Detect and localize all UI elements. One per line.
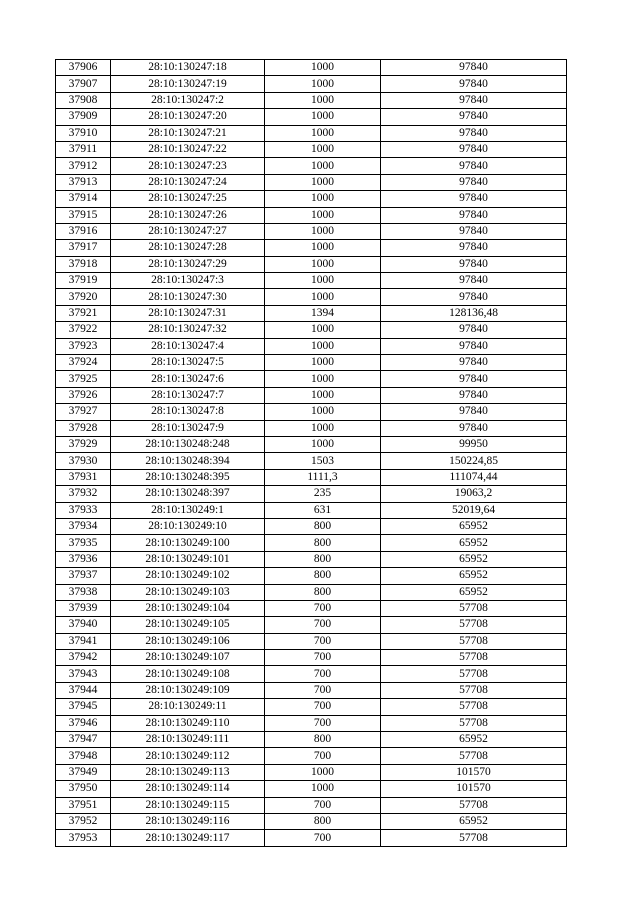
table-row <box>56 682 567 698</box>
value-cell: 57708 <box>381 715 567 731</box>
area-cell: 800 <box>265 551 381 567</box>
cadastral-number-cell: 28:10:130249:116 <box>111 813 265 829</box>
table-row <box>56 748 567 764</box>
table-row <box>56 141 567 157</box>
table-row <box>56 732 567 748</box>
value-cell: 97840 <box>381 76 567 92</box>
value-cell: 97840 <box>381 289 567 305</box>
area-cell: 1000 <box>265 240 381 256</box>
cadastral-number-cell: 28:10:130249:100 <box>111 535 265 551</box>
area-cell: 1000 <box>265 158 381 174</box>
row-number-cell: 37939 <box>56 600 111 616</box>
cadastral-number-cell: 28:10:130247:21 <box>111 125 265 141</box>
table-row <box>56 125 567 141</box>
value-cell: 111074,44 <box>381 469 567 485</box>
row-number-cell: 37927 <box>56 404 111 420</box>
table-row <box>56 305 567 321</box>
table-row <box>56 240 567 256</box>
cadastral-number-cell: 28:10:130249:105 <box>111 617 265 633</box>
area-cell: 1503 <box>265 453 381 469</box>
area-cell: 700 <box>265 633 381 649</box>
cadastral-number-cell: 28:10:130249:10 <box>111 518 265 534</box>
cadastral-number-cell: 28:10:130249:101 <box>111 551 265 567</box>
area-cell: 1000 <box>265 223 381 239</box>
row-number-cell: 37926 <box>56 387 111 403</box>
table-row <box>56 273 567 289</box>
area-cell: 1000 <box>265 141 381 157</box>
cadastral-number-cell: 28:10:130249:114 <box>111 781 265 797</box>
area-cell: 1111,3 <box>265 469 381 485</box>
area-cell: 1000 <box>265 355 381 371</box>
table-row <box>56 600 567 616</box>
cadastral-number-cell: 28:10:130249:117 <box>111 830 265 846</box>
table-row <box>56 436 567 452</box>
row-number-cell: 37941 <box>56 633 111 649</box>
cadastral-number-cell: 28:10:130247:2 <box>111 92 265 108</box>
table-row <box>56 486 567 502</box>
area-cell: 1000 <box>265 207 381 223</box>
table-row <box>56 174 567 190</box>
table-row <box>56 76 567 92</box>
table-row <box>56 568 567 584</box>
row-number-cell: 37919 <box>56 273 111 289</box>
table-row <box>56 420 567 436</box>
area-cell: 1000 <box>265 289 381 305</box>
value-cell: 97840 <box>381 60 567 76</box>
cadastral-number-cell: 28:10:130249:112 <box>111 748 265 764</box>
value-cell: 97840 <box>381 387 567 403</box>
cadastral-number-cell: 28:10:130249:115 <box>111 797 265 813</box>
table-row <box>56 207 567 223</box>
cadastral-number-cell: 28:10:130249:108 <box>111 666 265 682</box>
area-cell: 800 <box>265 732 381 748</box>
value-cell: 57708 <box>381 666 567 682</box>
row-number-cell: 37951 <box>56 797 111 813</box>
table-row <box>56 404 567 420</box>
cadastral-number-cell: 28:10:130249:1 <box>111 502 265 518</box>
value-cell: 99950 <box>381 436 567 452</box>
row-number-cell: 37918 <box>56 256 111 272</box>
cadastral-number-cell: 28:10:130247:25 <box>111 191 265 207</box>
row-number-cell: 37911 <box>56 141 111 157</box>
cadastral-number-cell: 28:10:130247:19 <box>111 76 265 92</box>
row-number-cell: 37923 <box>56 338 111 354</box>
value-cell: 57708 <box>381 682 567 698</box>
row-number-cell: 37916 <box>56 223 111 239</box>
value-cell: 57708 <box>381 830 567 846</box>
cadastral-number-cell: 28:10:130247:8 <box>111 404 265 420</box>
value-cell: 65952 <box>381 535 567 551</box>
value-cell: 97840 <box>381 223 567 239</box>
cadastral-number-cell: 28:10:130247:4 <box>111 338 265 354</box>
area-cell: 631 <box>265 502 381 518</box>
cadastral-number-cell: 28:10:130247:20 <box>111 109 265 125</box>
area-cell: 235 <box>265 486 381 502</box>
table-row <box>56 387 567 403</box>
row-number-cell: 37940 <box>56 617 111 633</box>
cadastral-number-cell: 28:10:130249:104 <box>111 600 265 616</box>
row-number-cell: 37947 <box>56 732 111 748</box>
area-cell: 1000 <box>265 60 381 76</box>
value-cell: 97840 <box>381 240 567 256</box>
row-number-cell: 37942 <box>56 650 111 666</box>
area-cell: 800 <box>265 568 381 584</box>
table-row <box>56 469 567 485</box>
area-cell: 700 <box>265 797 381 813</box>
value-cell: 65952 <box>381 568 567 584</box>
table-row <box>56 92 567 108</box>
cadastral-number-cell: 28:10:130249:11 <box>111 699 265 715</box>
row-number-cell: 37929 <box>56 436 111 452</box>
cadastral-number-cell: 28:10:130247:23 <box>111 158 265 174</box>
area-cell: 1000 <box>265 256 381 272</box>
value-cell: 65952 <box>381 813 567 829</box>
table-row <box>56 699 567 715</box>
row-number-cell: 37930 <box>56 453 111 469</box>
cadastral-number-cell: 28:10:130247:29 <box>111 256 265 272</box>
table-row <box>56 109 567 125</box>
row-number-cell: 37937 <box>56 568 111 584</box>
row-number-cell: 37938 <box>56 584 111 600</box>
row-number-cell: 37912 <box>56 158 111 174</box>
row-number-cell: 37921 <box>56 305 111 321</box>
area-cell: 1000 <box>265 387 381 403</box>
area-cell: 1000 <box>265 420 381 436</box>
value-cell: 52019,64 <box>381 502 567 518</box>
table-row <box>56 666 567 682</box>
row-number-cell: 37933 <box>56 502 111 518</box>
table-row <box>56 223 567 239</box>
area-cell: 1000 <box>265 109 381 125</box>
value-cell: 97840 <box>381 92 567 108</box>
cadastral-number-cell: 28:10:130247:28 <box>111 240 265 256</box>
row-number-cell: 37931 <box>56 469 111 485</box>
table-row <box>56 502 567 518</box>
cadastral-number-cell: 28:10:130247:7 <box>111 387 265 403</box>
value-cell: 57708 <box>381 650 567 666</box>
cadastral-number-cell: 28:10:130249:111 <box>111 732 265 748</box>
row-number-cell: 37948 <box>56 748 111 764</box>
value-cell: 97840 <box>381 338 567 354</box>
area-cell: 1000 <box>265 404 381 420</box>
table-row <box>56 518 567 534</box>
value-cell: 19063,2 <box>381 486 567 502</box>
area-cell: 1394 <box>265 305 381 321</box>
row-number-cell: 37953 <box>56 830 111 846</box>
area-cell: 1000 <box>265 92 381 108</box>
value-cell: 101570 <box>381 764 567 780</box>
value-cell: 97840 <box>381 420 567 436</box>
row-number-cell: 37952 <box>56 813 111 829</box>
table-row <box>56 617 567 633</box>
value-cell: 97840 <box>381 371 567 387</box>
cadastral-number-cell: 28:10:130249:106 <box>111 633 265 649</box>
value-cell: 97840 <box>381 125 567 141</box>
cadastral-number-cell: 28:10:130247:30 <box>111 289 265 305</box>
row-number-cell: 37943 <box>56 666 111 682</box>
value-cell: 101570 <box>381 781 567 797</box>
row-number-cell: 37935 <box>56 535 111 551</box>
value-cell: 65952 <box>381 584 567 600</box>
area-cell: 800 <box>265 518 381 534</box>
row-number-cell: 37949 <box>56 764 111 780</box>
cadastral-number-cell: 28:10:130247:6 <box>111 371 265 387</box>
value-cell: 57708 <box>381 797 567 813</box>
table-row <box>56 453 567 469</box>
value-cell: 97840 <box>381 256 567 272</box>
table-row <box>56 338 567 354</box>
table-body <box>56 60 567 847</box>
row-number-cell: 37910 <box>56 125 111 141</box>
area-cell: 700 <box>265 666 381 682</box>
area-cell: 800 <box>265 535 381 551</box>
table-row <box>56 158 567 174</box>
row-number-cell: 37950 <box>56 781 111 797</box>
table-row <box>56 633 567 649</box>
area-cell: 700 <box>265 600 381 616</box>
row-number-cell: 37924 <box>56 355 111 371</box>
value-cell: 97840 <box>381 273 567 289</box>
row-number-cell: 37908 <box>56 92 111 108</box>
row-number-cell: 37907 <box>56 76 111 92</box>
area-cell: 700 <box>265 830 381 846</box>
row-number-cell: 37928 <box>56 420 111 436</box>
table-row <box>56 289 567 305</box>
cadastral-number-cell: 28:10:130249:103 <box>111 584 265 600</box>
cadastral-number-cell: 28:10:130249:109 <box>111 682 265 698</box>
cadastral-number-cell: 28:10:130249:107 <box>111 650 265 666</box>
row-number-cell: 37925 <box>56 371 111 387</box>
area-cell: 700 <box>265 617 381 633</box>
row-number-cell: 37917 <box>56 240 111 256</box>
cadastral-number-cell: 28:10:130249:102 <box>111 568 265 584</box>
area-cell: 1000 <box>265 338 381 354</box>
cadastral-number-cell: 28:10:130247:3 <box>111 273 265 289</box>
value-cell: 65952 <box>381 551 567 567</box>
cadastral-number-cell: 28:10:130248:394 <box>111 453 265 469</box>
value-cell: 57708 <box>381 617 567 633</box>
cadastral-number-cell: 28:10:130247:24 <box>111 174 265 190</box>
cadastral-number-cell: 28:10:130247:5 <box>111 355 265 371</box>
value-cell: 97840 <box>381 174 567 190</box>
value-cell: 97840 <box>381 141 567 157</box>
row-number-cell: 37932 <box>56 486 111 502</box>
value-cell: 57708 <box>381 699 567 715</box>
table-row <box>56 781 567 797</box>
table-row <box>56 322 567 338</box>
table-row <box>56 764 567 780</box>
area-cell: 1000 <box>265 125 381 141</box>
area-cell: 1000 <box>265 436 381 452</box>
cadastral-number-cell: 28:10:130248:248 <box>111 436 265 452</box>
area-cell: 1000 <box>265 76 381 92</box>
value-cell: 97840 <box>381 207 567 223</box>
row-number-cell: 37909 <box>56 109 111 125</box>
value-cell: 97840 <box>381 158 567 174</box>
row-number-cell: 37945 <box>56 699 111 715</box>
cadastral-number-cell: 28:10:130248:397 <box>111 486 265 502</box>
cadastral-number-cell: 28:10:130247:27 <box>111 223 265 239</box>
value-cell: 57708 <box>381 748 567 764</box>
table-row <box>56 191 567 207</box>
area-cell: 1000 <box>265 764 381 780</box>
cadastral-number-cell: 28:10:130247:22 <box>111 141 265 157</box>
value-cell: 65952 <box>381 518 567 534</box>
row-number-cell: 37920 <box>56 289 111 305</box>
cadastral-number-cell: 28:10:130247:9 <box>111 420 265 436</box>
area-cell: 1000 <box>265 273 381 289</box>
land-plot-table <box>55 59 567 847</box>
table-row <box>56 355 567 371</box>
value-cell: 97840 <box>381 355 567 371</box>
value-cell: 97840 <box>381 322 567 338</box>
row-number-cell: 37922 <box>56 322 111 338</box>
table-row <box>56 797 567 813</box>
table-row <box>56 551 567 567</box>
area-cell: 1000 <box>265 371 381 387</box>
cadastral-number-cell: 28:10:130247:26 <box>111 207 265 223</box>
cadastral-number-cell: 28:10:130247:31 <box>111 305 265 321</box>
cadastral-number-cell: 28:10:130249:113 <box>111 764 265 780</box>
table-row <box>56 371 567 387</box>
cadastral-number-cell: 28:10:130249:110 <box>111 715 265 731</box>
table-row <box>56 60 567 76</box>
area-cell: 1000 <box>265 781 381 797</box>
value-cell: 97840 <box>381 404 567 420</box>
table-row <box>56 535 567 551</box>
cadastral-number-cell: 28:10:130247:32 <box>111 322 265 338</box>
row-number-cell: 37936 <box>56 551 111 567</box>
table-row <box>56 813 567 829</box>
table-row <box>56 650 567 666</box>
table-row <box>56 830 567 846</box>
row-number-cell: 37906 <box>56 60 111 76</box>
value-cell: 97840 <box>381 191 567 207</box>
area-cell: 700 <box>265 682 381 698</box>
value-cell: 57708 <box>381 633 567 649</box>
cadastral-number-cell: 28:10:130247:18 <box>111 60 265 76</box>
area-cell: 700 <box>265 650 381 666</box>
cadastral-number-cell: 28:10:130248:395 <box>111 469 265 485</box>
area-cell: 700 <box>265 748 381 764</box>
area-cell: 700 <box>265 699 381 715</box>
row-number-cell: 37944 <box>56 682 111 698</box>
table-row <box>56 715 567 731</box>
row-number-cell: 37914 <box>56 191 111 207</box>
row-number-cell: 37913 <box>56 174 111 190</box>
value-cell: 128136,48 <box>381 305 567 321</box>
table-row <box>56 256 567 272</box>
value-cell: 150224,85 <box>381 453 567 469</box>
area-cell: 1000 <box>265 191 381 207</box>
row-number-cell: 37934 <box>56 518 111 534</box>
row-number-cell: 37915 <box>56 207 111 223</box>
table-row <box>56 584 567 600</box>
area-cell: 700 <box>265 715 381 731</box>
area-cell: 800 <box>265 813 381 829</box>
value-cell: 65952 <box>381 732 567 748</box>
value-cell: 57708 <box>381 600 567 616</box>
area-cell: 1000 <box>265 174 381 190</box>
row-number-cell: 37946 <box>56 715 111 731</box>
area-cell: 1000 <box>265 322 381 338</box>
value-cell: 97840 <box>381 109 567 125</box>
area-cell: 800 <box>265 584 381 600</box>
